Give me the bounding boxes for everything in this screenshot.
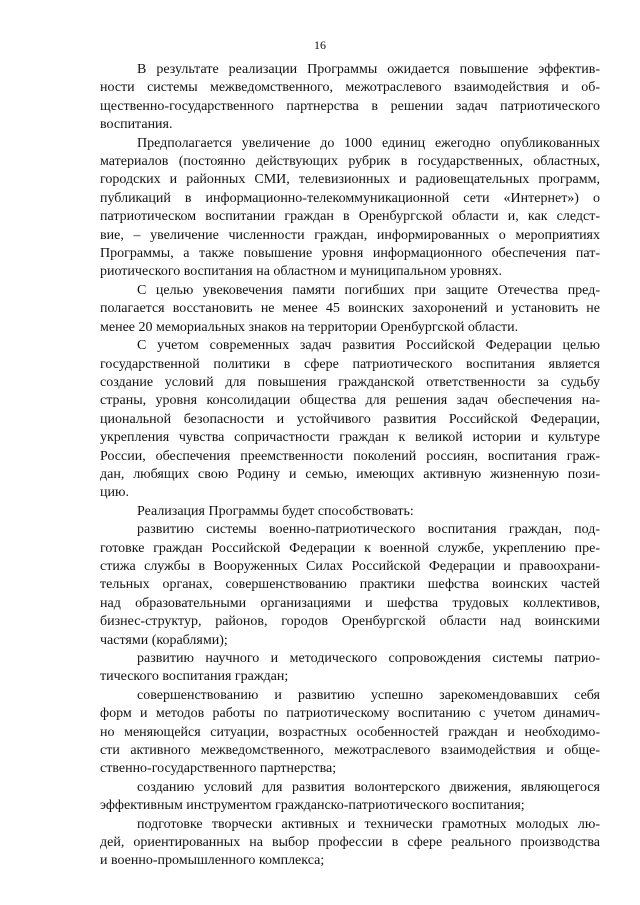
- text-line: В результате реализации Программы ожидается повышение эффектив-: [137, 62, 600, 77]
- text-line: риотического воспитания на областном и муниципальном уровнях.: [100, 264, 502, 280]
- text-line: Предполагается увеличение до 1000 единиц ежегодно опубликованных: [137, 135, 600, 151]
- text-line: готовке граждан Российской Федерации к военной службе, укреплению пре-: [100, 540, 600, 556]
- text-line: укрепления чувства сопричастности граждан к великой истории и культуре: [100, 430, 600, 446]
- text-line: государственной политики в сфере патриотического воспитания является: [100, 356, 600, 372]
- paragraph: [100, 816, 600, 871]
- text-line: сти активного межведомственного, межотраслевого взаимодействия и обще-: [100, 743, 600, 759]
- text-line: цию.: [100, 485, 129, 501]
- text-line: ственно-государственного партнерства;: [100, 761, 337, 777]
- text-line: подготовке творчески активных и технически грамотных молодых лю-: [137, 816, 600, 832]
- page-number: 16: [314, 38, 326, 52]
- text-line: воспитания.: [100, 117, 173, 133]
- text-line: Реализация Программы будет способствовать:: [137, 503, 414, 519]
- text-line: Программы, а также повышение уровня информационного обеспечения пат-: [100, 246, 600, 262]
- text-line: менее 20 мемориальных знаков на территории Оренбургской области.: [100, 319, 519, 335]
- text-line: совершенствованию и развитию успешно зарекомендовавших себя: [137, 687, 600, 703]
- text-line: развитию научного и методического сопровождения системы патрио-: [137, 651, 600, 666]
- text-line: частями (кораблями);: [100, 632, 228, 648]
- text-line: городских и районных СМИ, телевизионных и радиовещательных программ,: [100, 172, 600, 188]
- paragraph: [100, 135, 600, 282]
- paragraph: [100, 521, 600, 650]
- text-line: стижа службы в Вооруженных Силах Российской Федерации и правоохрани-: [100, 558, 600, 574]
- text-line: патриотическом воспитании граждан в Оренбургской области и, как следст-: [100, 209, 600, 225]
- text-line: тического воспитания граждан;: [100, 669, 289, 685]
- paragraph: [100, 337, 600, 503]
- text-line: щественно-государственного партнерства в решении задач патриотического: [100, 98, 600, 114]
- text-line: и военно-промышленного комплекса;: [100, 853, 325, 869]
- text-line: над образовательными организациями и шефства трудовых коллективов,: [100, 595, 600, 611]
- text-line: ности системы межведомственного, межотраслевого взаимодействия и об-: [100, 80, 600, 96]
- text-line: циональной безопасности и устойчивого развития Российской Федерации,: [100, 411, 600, 427]
- text-line: эффективным инструментом гражданско-патриотического воспитания;: [100, 798, 525, 814]
- text-line: России, обеспечения преемственности поколений россиян, воспитания граж-: [100, 448, 600, 464]
- text-line: тельных органах, совершенствованию практики шефства воинских частей: [100, 577, 600, 593]
- text-line: создание условий для повышения гражданской ответственности за судьбу: [100, 374, 600, 390]
- paragraph: [100, 687, 600, 779]
- text-line: бизнес-структур, районов, городов Оренбургской области над воинскими: [100, 614, 600, 630]
- body-text: [100, 61, 600, 871]
- text-line: С целью увековечения памяти погибших при защите Отечества пред-: [137, 282, 600, 298]
- paragraph: [100, 61, 600, 135]
- text-line: С учетом современных задач развития Российской Федерации целью: [137, 338, 600, 354]
- paragraph: [100, 503, 600, 521]
- paragraph: [100, 282, 600, 337]
- text-line: полагается восстановить не менее 45 воинских захоронений и установить не: [100, 301, 600, 317]
- text-line: материалов (постоянно действующих рубрик в государственных, областных,: [100, 154, 600, 170]
- text-line: форм и методов работы по патриотическому воспитанию с учетом динамич-: [100, 706, 600, 722]
- paragraph: [100, 779, 600, 816]
- text-line: публикаций в информационно-телекоммуникационной сети «Интернет») о: [100, 190, 600, 206]
- text-line: но меняющейся ситуации, возрастных особенностей граждан и необходимо-: [100, 724, 600, 740]
- text-line: страны, уровня консолидации общества для решения задач обеспечения на-: [100, 393, 600, 409]
- text-line: развитию системы военно-патриотического воспитания граждан, под-: [137, 522, 600, 538]
- paragraph: [100, 650, 600, 687]
- text-line: созданию условий для развития волонтерского движения, являющегося: [137, 779, 600, 795]
- text-line: дей, ориентированных на выбор профессии в сфере реального производства: [100, 835, 600, 851]
- text-line: вие, – увеличение численности граждан, информированных о мероприятиях: [100, 227, 600, 243]
- text-line: дан, любящих свою Родину и семью, имеющих активную жизненную пози-: [100, 466, 600, 482]
